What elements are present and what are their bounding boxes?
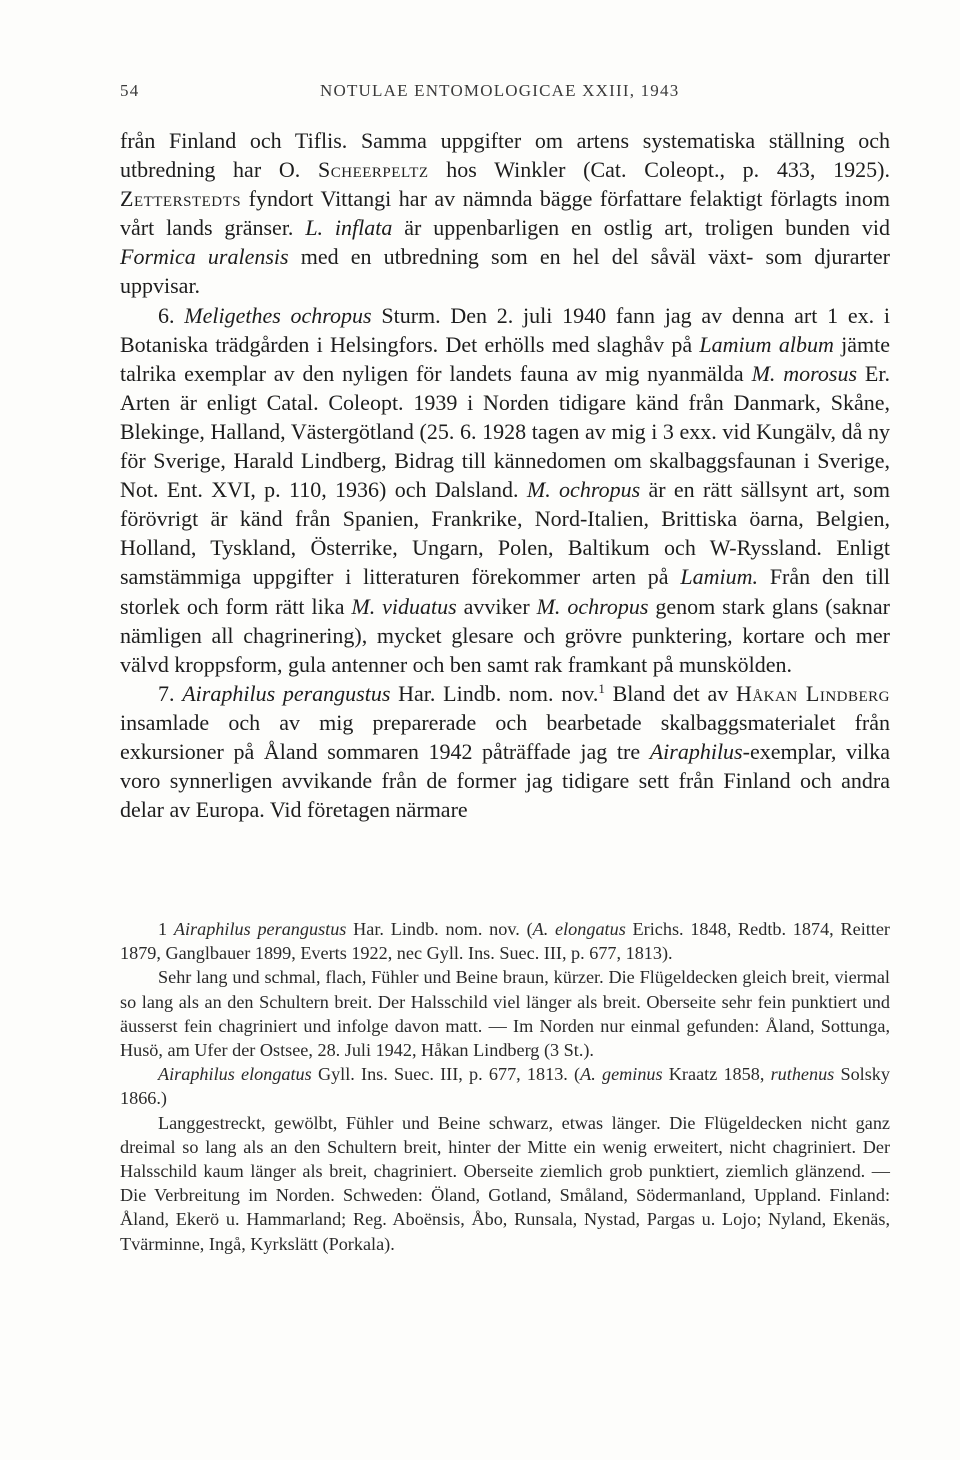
footnotes — [120, 917, 890, 1256]
author-name: Zetterstedts — [120, 186, 242, 212]
species-name: L. inflata — [305, 215, 393, 241]
footnote-elongatus-entry: Airaphilus elongatus Gyll. Ins. Suec. III, p. 677, 1813. (A. geminus Kraatz 1858, ruthenus Solsky 1866.) — [120, 1064, 890, 1109]
plant-name: Lamium. — [680, 564, 759, 590]
author-name: Scheerpeltz — [318, 157, 429, 183]
footnote-marker: 1 — [598, 680, 605, 696]
species-name: A. elongatus — [532, 919, 626, 939]
journal-title: NOTULAE ENTOMOLOGICAE XXIII, 1943 — [320, 81, 680, 100]
paragraph-lemophagus-remark: från Finland och Tiflis. Samma uppgifter om artens systematiska ställning och utbredning har O. Scheerpeltz hos Winkler (Cat. Coleopt., p. 433, 1925). Zetterstedts fyndort Vittangi har av nämnda bägge författare felaktigt förlagts inom vårt lands gränser. L. inflata är uppenbarligen en ostlig art, troligen bunden vid Formica uralensis med en utbredning som en hel del såväl växt- som djurarter uppvisar. — [120, 128, 891, 299]
footnote-1: 1 Airaphilus perangustus Har. Lindb. nom. nov. (A. elongatus Erichs. 1848, Redtb. 1874, Reitter 1879, Ganglbauer 1899, Everts 1922, nec Gyll. Ins. Suec. III, p. 677, 1813). — [120, 919, 890, 964]
species-name: Formica uralensis — [120, 244, 289, 270]
species-name: Meligethes ochropus — [184, 302, 372, 328]
species-name: M. ochropus — [536, 593, 649, 619]
species-name: Airaphilus elongatus — [158, 1064, 312, 1085]
page-number: 54 — [120, 81, 140, 100]
species-name: ruthenus — [770, 1064, 835, 1085]
species-name: M. ochropus — [526, 477, 641, 503]
footnote-description-elongatus: Langgestreckt, gewölbt, Fühler und Beine schwarz, etwas länger. Die Flügeldecken nicht ganz dreimal so lang als an den Schultern breit, hinter der Mitte ein wenig erweitert, nicht chagriniert. Der Halsschild kaum länger als breit, chagriniert. Oberseite ziemlich grob punktiert, ziemlich glänzend. — Die Verbreitung im Norden. Schweden: Öland, Gotland, Småland, Södermanland, Uppland. Finland: Åland, Ekerö u. Hammarland; Reg. Aboënsis, Åbo, Runsala, Nystad, Pargas u. Lojo; Nyland, Ekenäs, Tvärminne, Ingå, Kyrkslätt (Porkala). — [120, 1112, 890, 1254]
paragraph-airaphilus: 7. Airaphilus perangustus Har. Lindb. nom. nov.$^1$ Bland det av Håkan Lindberg insamlade och av mig preparerade och bearbetade skalbaggsmaterialet från exkursioner på Åland sommaren 1942 påträffade jag tre Airaphilus-exemplar, vilka voro synnerligen avvikande från de former jag tidigare sett från Finland och andra delar av Europa. Vid företagen närmare — [120, 680, 891, 823]
species-name: A. geminus — [580, 1064, 663, 1085]
genus-name: Airaphilus — [649, 738, 743, 764]
footnote-description-perangustus: Sehr lang und schmal, flach, Fühler und Beine braun, kürzer. Die Flügeldecken gleich breit, viermal so lang als an den Schultern breit. Der Halsschild viel länger als breit. Oberseite sehr fein punktiert und äusserst fein chagriniert und infolge davon matt. — Im Norden nur einmal gefunden: Åland, Sottunga, Husö, am Ufer der Ostsee, 28. Juli 1942, Håkan Lindberg (3 St.). — [120, 967, 890, 1061]
collector-name: Håkan Lindberg — [735, 680, 891, 706]
main-text — [120, 126, 890, 824]
paragraph-meligethes: 6. Meligethes ochropus Sturm. Den 2. juli 1940 fann jag av denna art 1 ex. i Botaniska trädgården i Helsingfors. Det erhölls med slaghåv på Lamium album jämte talrika exemplar av den nyligen för landets fauna av mig nyanmälda M. morosus Er. Arten är enligt Catal. Coleopt. 1939 i Norden tidigare känd från Danmark, Skåne, Blekinge, Halland, Västergötland (25. 6. 1928 tagen av mig i 3 exx. vid Kungälv, då ny för Sverige, Harald Lindberg, Bidrag till kännedomen om skalbaggsfaunan i Sverige, Not. Ent. XVI, p. 110, 1936) och Dalsland. M. ochropus är en rätt sällsynt art, som förövrigt är känd från Spanien, Frankrike, Nord-Italien, Brittiska öarna, Belgien, Holland, Tyskland, Österrike, Ungarn, Polen, Baltikum och W-Ryssland. Enligt samstämmiga uppgifter i litteraturen förekommer arten på Lamium. Från den till storlek och form rätt lika M. viduatus avviker M. ochropus genom stark glans (saknar nämligen all chagrinering), mycket glesare och grövre punktering, kortare och mer välvd kroppsform, gula antenner och ben samt rak framkant på munskölden. — [120, 302, 891, 677]
species-name: M. viduatus — [351, 593, 457, 619]
plant-name: Lamium album — [699, 331, 834, 357]
species-name: Airaphilus perangustus — [173, 919, 347, 939]
species-name: M. morosus — [751, 360, 858, 386]
species-name: Airaphilus perangustus — [182, 680, 391, 706]
